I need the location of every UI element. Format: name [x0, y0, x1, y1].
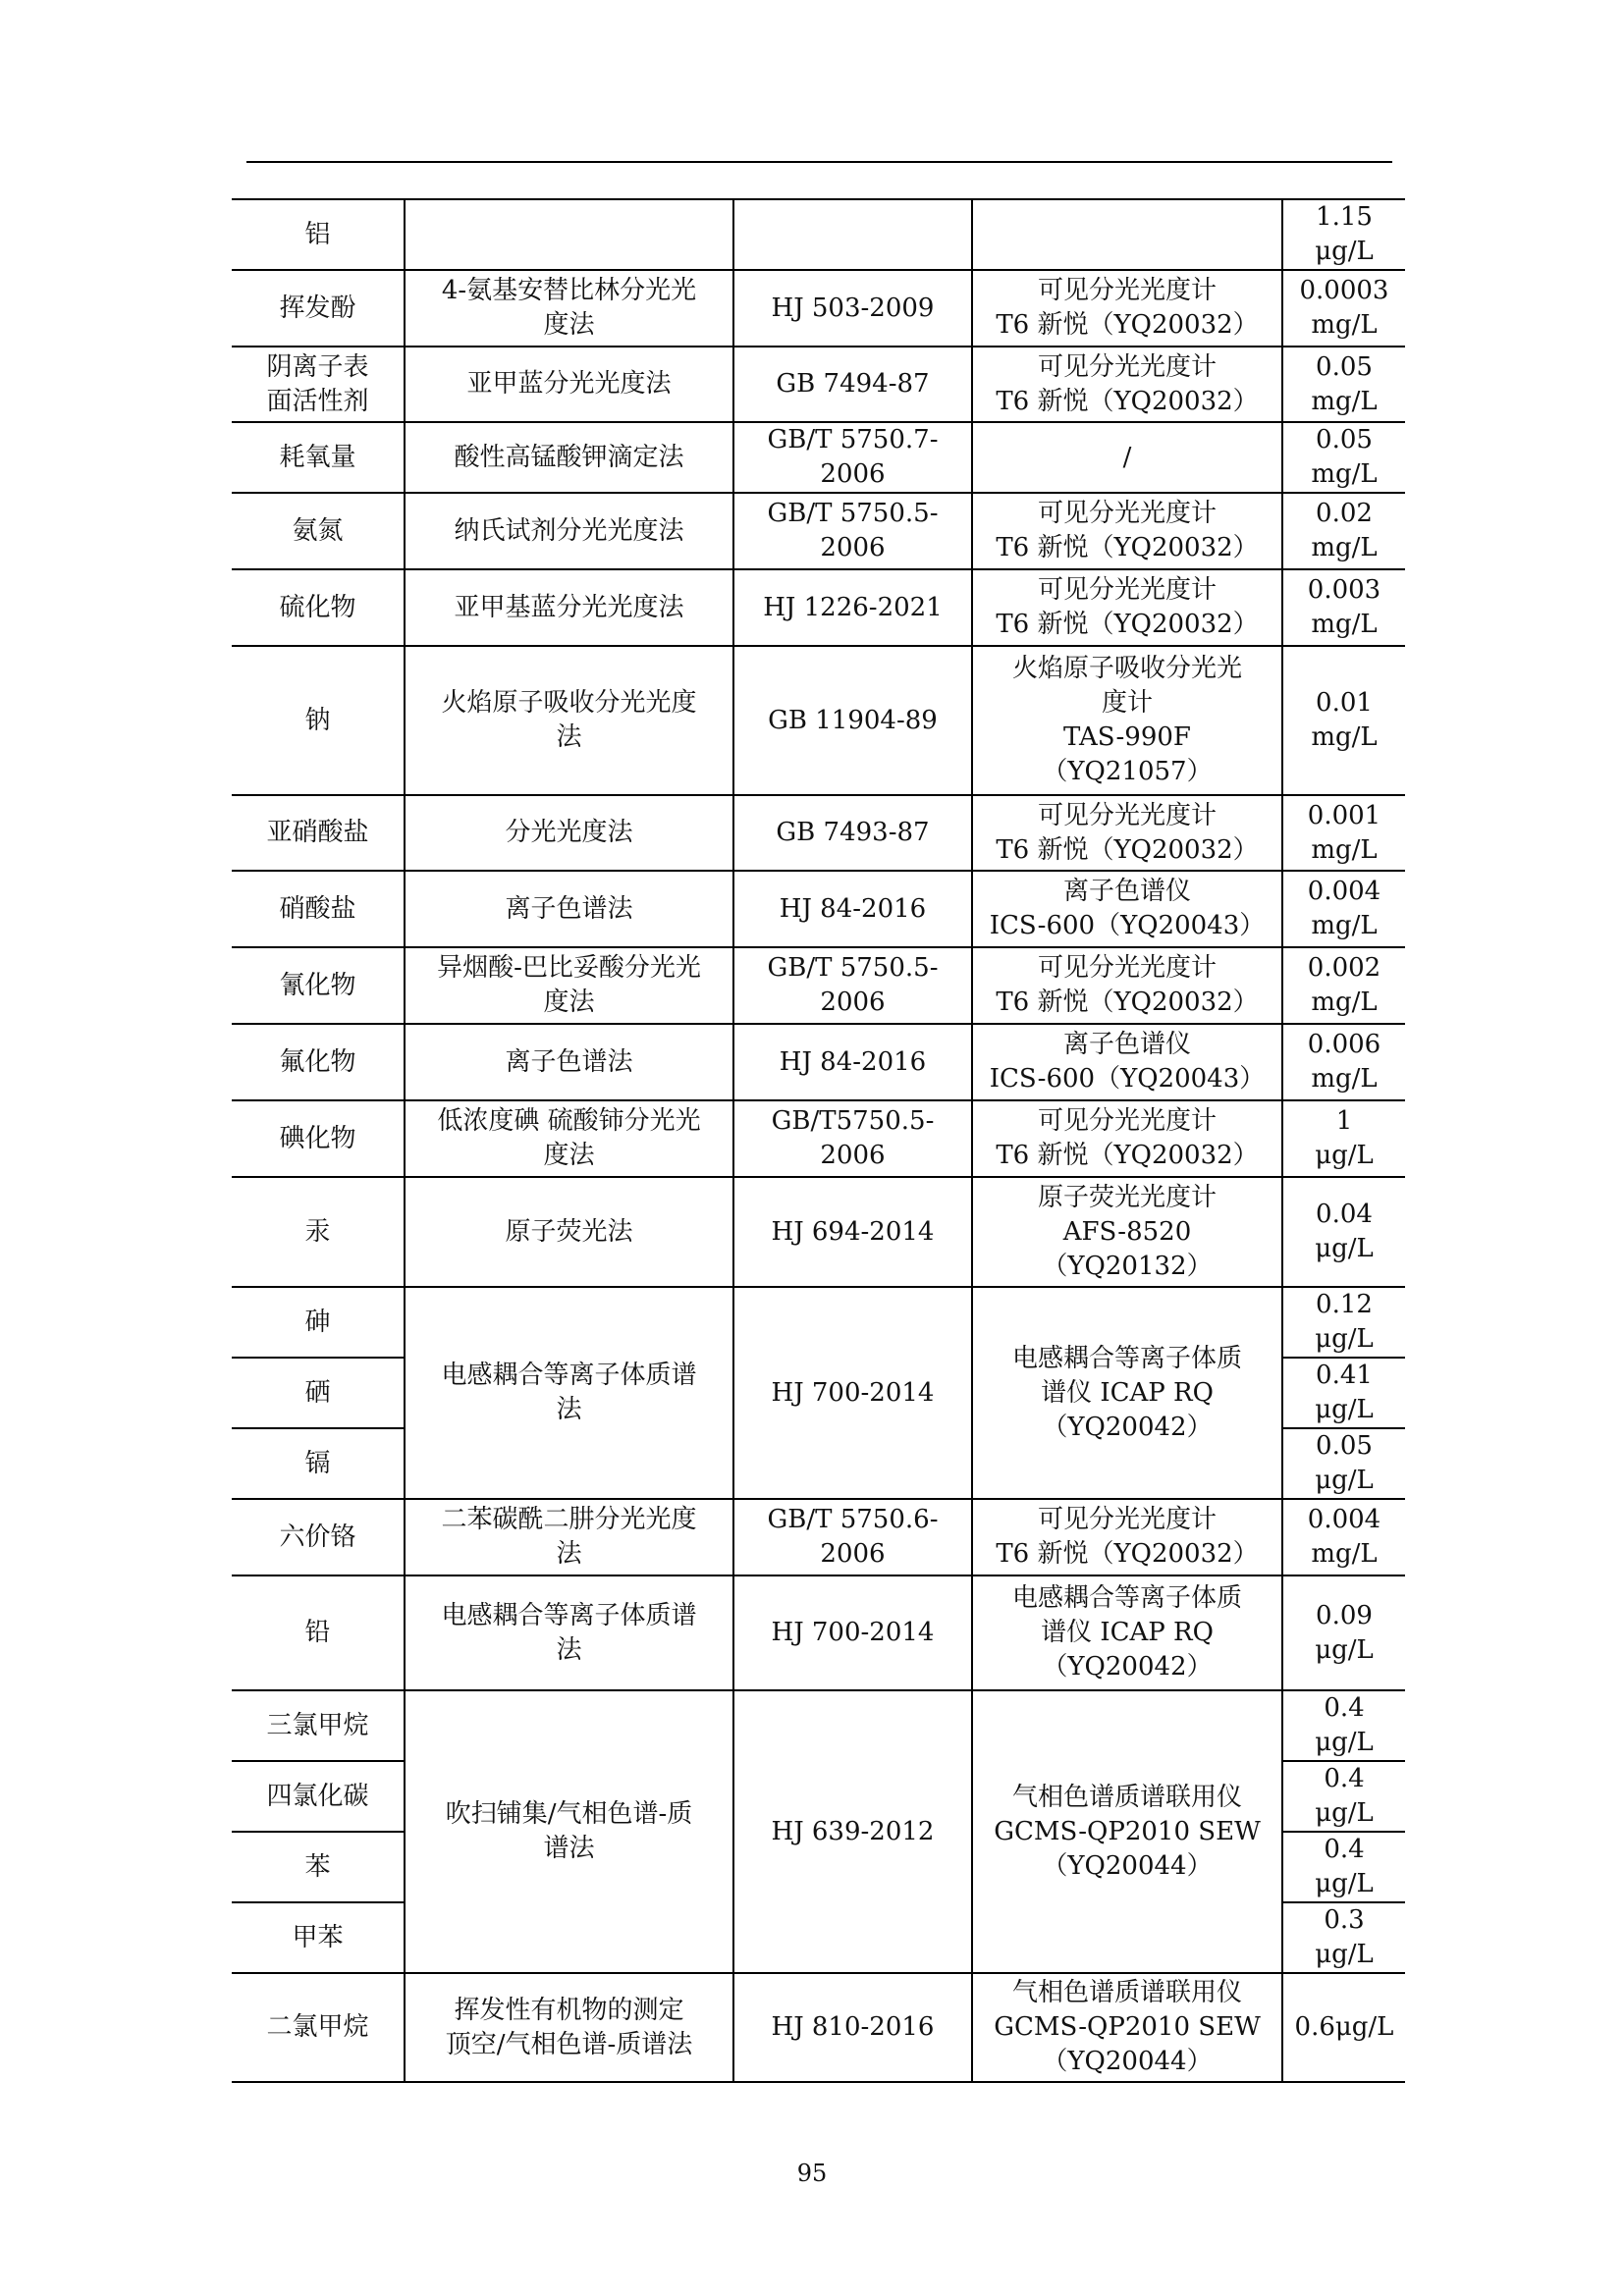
method-cell: 纳氏试剂分光光度法: [405, 493, 733, 569]
table-row: [232, 871, 1405, 947]
limit-cell: 0.004 mg/L: [1282, 1499, 1405, 1575]
limit-cell: 0.09 μg/L: [1282, 1575, 1405, 1690]
table-row: [232, 1024, 1405, 1100]
table-row: [232, 422, 1405, 493]
table-row: [232, 1575, 1405, 1690]
standard-cell: HJ 84-2016: [733, 1024, 972, 1100]
method-cell: 异烟酸-巴比妥酸分光光 度法: [405, 947, 733, 1024]
instrument-cell: 原子荧光光度计 AFS-8520 （YQ20132）: [972, 1177, 1282, 1287]
limit-cell: 0.4 μg/L: [1282, 1690, 1405, 1761]
method-cell: 亚甲基蓝分光光度法: [405, 569, 733, 646]
standard-cell: HJ 700-2014: [733, 1575, 972, 1690]
method-cell: [405, 199, 733, 270]
standard-cell: GB/T 5750.5- 2006: [733, 947, 972, 1024]
analyte-cell: 铅: [232, 1575, 405, 1690]
standard-cell: HJ 700-2014: [733, 1287, 972, 1499]
table-row: [232, 795, 1405, 871]
limit-cell: 0.006 mg/L: [1282, 1024, 1405, 1100]
instrument-cell: [972, 199, 1282, 270]
analyte-cell: 铝: [232, 199, 405, 270]
header-rule: [246, 161, 1392, 163]
limit-cell: 0.02 mg/L: [1282, 493, 1405, 569]
standard-cell: [733, 199, 972, 270]
limit-cell: 0.004 mg/L: [1282, 871, 1405, 947]
standard-cell: GB 7494-87: [733, 347, 972, 422]
instrument-cell: 可见分光光度计 T6 新悦（YQ20032）: [972, 569, 1282, 646]
limit-cell: 0.001 mg/L: [1282, 795, 1405, 871]
analyte-cell: 钠: [232, 646, 405, 795]
standard-cell: GB/T5750.5- 2006: [733, 1100, 972, 1177]
analyte-cell: 汞: [232, 1177, 405, 1287]
analyte-cell: 砷: [232, 1287, 405, 1358]
limit-cell: 0.04 μg/L: [1282, 1177, 1405, 1287]
method-cell: 离子色谱法: [405, 871, 733, 947]
instrument-cell: 可见分光光度计 T6 新悦（YQ20032）: [972, 493, 1282, 569]
limit-cell: 0.05 μg/L: [1282, 1428, 1405, 1499]
analyte-cell: 氰化物: [232, 947, 405, 1024]
analyte-cell: 耗氧量: [232, 422, 405, 493]
limit-cell: 0.05 mg/L: [1282, 347, 1405, 422]
standard-cell: GB/T 5750.5- 2006: [733, 493, 972, 569]
analyte-cell: 甲苯: [232, 1902, 405, 1973]
table-row: [232, 569, 1405, 646]
standard-cell: HJ 694-2014: [733, 1177, 972, 1287]
table-row: [232, 347, 1405, 422]
table-row: [232, 646, 1405, 795]
instrument-cell: 可见分光光度计 T6 新悦（YQ20032）: [972, 1499, 1282, 1575]
instrument-cell: 电感耦合等离子体质 谱仪 ICAP RQ （YQ20042）: [972, 1287, 1282, 1499]
method-cell: 4-氨基安替比林分光光 度法: [405, 270, 733, 347]
instrument-cell: 气相色谱质谱联用仪 GCMS-QP2010 SEW （YQ20044）: [972, 1973, 1282, 2082]
analyte-cell: 挥发酚: [232, 270, 405, 347]
standard-cell: GB 7493-87: [733, 795, 972, 871]
analyte-cell: 三氯甲烷: [232, 1690, 405, 1761]
method-cell: 低浓度碘 硫酸铈分光光 度法: [405, 1100, 733, 1177]
instrument-cell: /: [972, 422, 1282, 493]
table-row: [232, 1287, 1405, 1358]
instrument-cell: 可见分光光度计 T6 新悦（YQ20032）: [972, 270, 1282, 347]
table-row: [232, 1177, 1405, 1287]
table-row: [232, 1690, 1405, 1761]
standard-cell: GB/T 5750.7- 2006: [733, 422, 972, 493]
method-cell: 亚甲蓝分光光度法: [405, 347, 733, 422]
standard-cell: HJ 810-2016: [733, 1973, 972, 2082]
standard-cell: GB 11904-89: [733, 646, 972, 795]
instrument-cell: 离子色谱仪 ICS-600（YQ20043）: [972, 1024, 1282, 1100]
analyte-cell: 硝酸盐: [232, 871, 405, 947]
method-cell: 二苯碳酰二肼分光光度 法: [405, 1499, 733, 1575]
analyte-cell: 碘化物: [232, 1100, 405, 1177]
analyte-cell: 六价铬: [232, 1499, 405, 1575]
method-cell: 吹扫铺集/气相色谱-质 谱法: [405, 1690, 733, 1973]
instrument-cell: 可见分光光度计 T6 新悦（YQ20032）: [972, 1100, 1282, 1177]
instrument-cell: 离子色谱仪 ICS-600（YQ20043）: [972, 871, 1282, 947]
method-cell: 火焰原子吸收分光光度 法: [405, 646, 733, 795]
limit-cell: 1 μg/L: [1282, 1100, 1405, 1177]
limit-cell: 0.12 μg/L: [1282, 1287, 1405, 1358]
table-row: [232, 1499, 1405, 1575]
method-cell: 挥发性有机物的测定 顶空/气相色谱-质谱法: [405, 1973, 733, 2082]
limit-cell: 0.003 mg/L: [1282, 569, 1405, 646]
instrument-cell: 可见分光光度计 T6 新悦（YQ20032）: [972, 347, 1282, 422]
table-row: [232, 1973, 1405, 2082]
standard-cell: HJ 639-2012: [733, 1690, 972, 1973]
table-row: [232, 199, 1405, 270]
analyte-cell: 四氯化碳: [232, 1761, 405, 1832]
limit-cell: 0.6μg/L: [1282, 1973, 1405, 2082]
table-row: [232, 270, 1405, 347]
table-row: [232, 1100, 1405, 1177]
page-number: 95: [796, 2160, 828, 2187]
analyte-cell: 氨氮: [232, 493, 405, 569]
table-row: [232, 493, 1405, 569]
method-cell: 电感耦合等离子体质谱 法: [405, 1575, 733, 1690]
limit-cell: 0.01 mg/L: [1282, 646, 1405, 795]
analyte-cell: 亚硝酸盐: [232, 795, 405, 871]
instrument-cell: 电感耦合等离子体质 谱仪 ICAP RQ （YQ20042）: [972, 1575, 1282, 1690]
limit-cell: 0.41 μg/L: [1282, 1358, 1405, 1428]
analyte-cell: 镉: [232, 1428, 405, 1499]
limit-cell: 0.05 mg/L: [1282, 422, 1405, 493]
analyte-cell: 硒: [232, 1358, 405, 1428]
standard-cell: GB/T 5750.6- 2006: [733, 1499, 972, 1575]
instrument-cell: 可见分光光度计 T6 新悦（YQ20032）: [972, 795, 1282, 871]
limit-cell: 0.4 μg/L: [1282, 1832, 1405, 1902]
instrument-cell: 气相色谱质谱联用仪 GCMS-QP2010 SEW （YQ20044）: [972, 1690, 1282, 1973]
analyte-cell: 苯: [232, 1832, 405, 1902]
instrument-cell: 可见分光光度计 T6 新悦（YQ20032）: [972, 947, 1282, 1024]
method-cell: 分光光度法: [405, 795, 733, 871]
methods-table: [232, 198, 1405, 2083]
table-row: [232, 947, 1405, 1024]
analyte-cell: 硫化物: [232, 569, 405, 646]
method-cell: 酸性高锰酸钾滴定法: [405, 422, 733, 493]
standard-cell: HJ 1226-2021: [733, 569, 972, 646]
limit-cell: 0.3 μg/L: [1282, 1902, 1405, 1973]
method-cell: 原子荧光法: [405, 1177, 733, 1287]
method-cell: 离子色谱法: [405, 1024, 733, 1100]
analyte-cell: 氟化物: [232, 1024, 405, 1100]
limit-cell: 1.15 μg/L: [1282, 199, 1405, 270]
standard-cell: HJ 84-2016: [733, 871, 972, 947]
standard-cell: HJ 503-2009: [733, 270, 972, 347]
limit-cell: 0.002 mg/L: [1282, 947, 1405, 1024]
instrument-cell: 火焰原子吸收分光光 度计 TAS-990F （YQ21057）: [972, 646, 1282, 795]
method-cell: 电感耦合等离子体质谱 法: [405, 1287, 733, 1499]
limit-cell: 0.0003 mg/L: [1282, 270, 1405, 347]
limit-cell: 0.4 μg/L: [1282, 1761, 1405, 1832]
analyte-cell: 二氯甲烷: [232, 1973, 405, 2082]
analyte-cell: 阴离子表 面活性剂: [232, 347, 405, 422]
